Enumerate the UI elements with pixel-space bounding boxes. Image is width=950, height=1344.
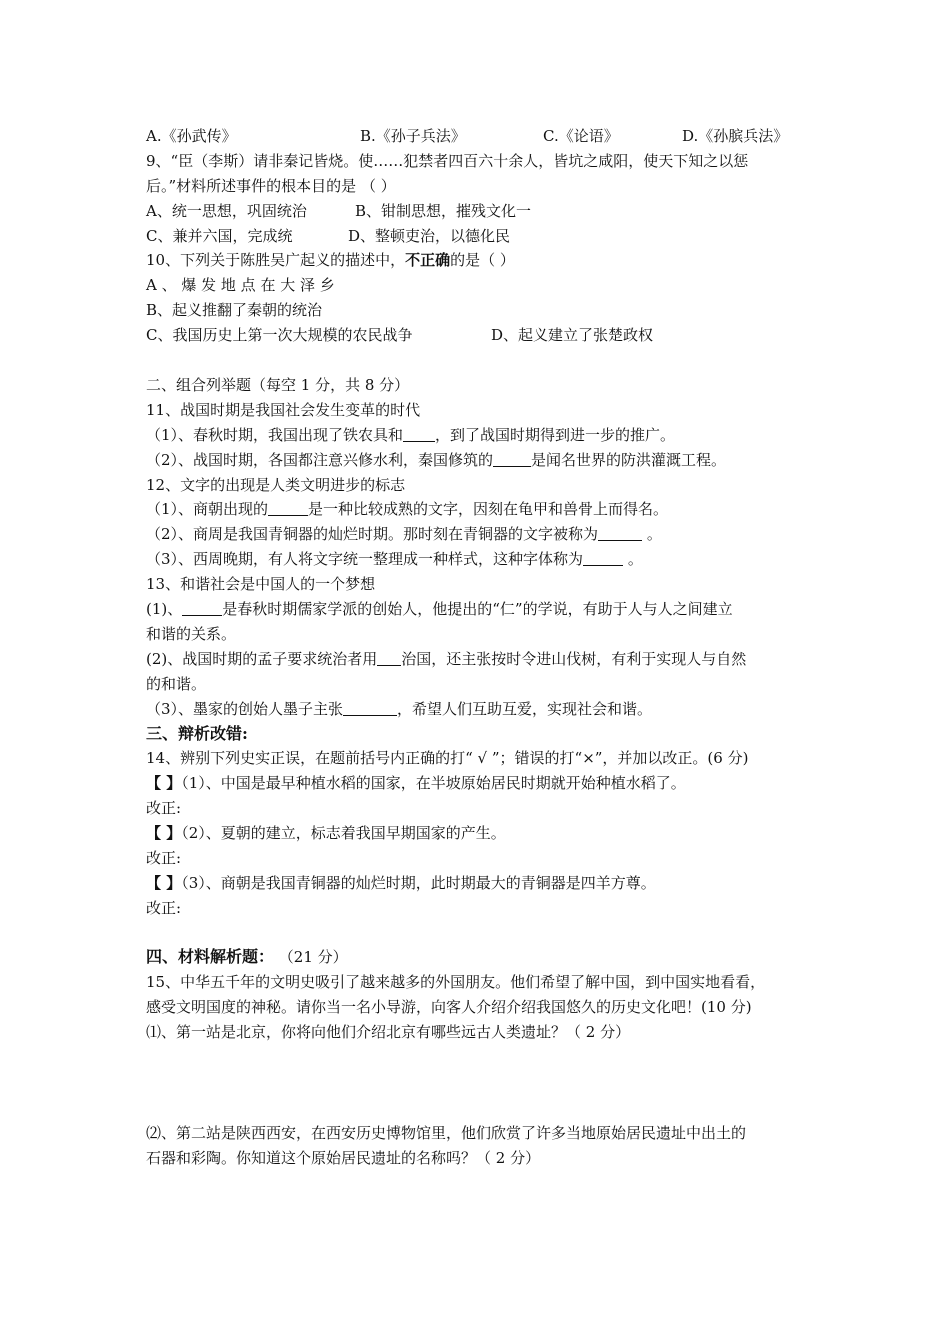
q10-option-a: A 、 爆 发 地 点 在 大 泽 乡 [146,276,335,294]
q13-item3-pre: （3）、墨家的创始人墨子主张 [146,700,344,718]
section4-header [146,945,816,969]
q14-item1 [146,771,816,795]
q11-item1-post: ，到了战国时期得到进一步的推广。 [435,426,676,444]
q12-stem: 12、文字的出现是人类文明进步的标志 [146,476,406,494]
q13-item1-pre: (1)、 [146,600,183,618]
q11-item1-blank[interactable] [403,425,435,442]
q10-stem [146,248,816,272]
section3-title: 三、辩析改错: [146,724,248,743]
section2-title: 二、组合列举题（每空 1 分，共 8 分） [146,376,410,394]
q13-item2-blank[interactable] [377,649,401,666]
q9-stem-line1: 9、“臣（李斯）请非秦记皆烧。使……犯禁者四百六十余人，皆坑之咸阳，使天下知之以惩 [146,152,749,170]
q12-item2-blank[interactable] [598,524,642,541]
q8-option-b: B.《孙子兵法》 [360,127,466,145]
q13-item3-blank[interactable] [343,699,397,716]
q9-option-a: A、统一思想，巩固统治 [146,202,307,220]
q12-item2-pre: （2）、商周是我国青铜器的灿烂时期。那时刻在青铜器的文字被称为 [146,525,599,543]
q11-item1-pre: （1）、春秋时期，我国出现了铁农具和 [146,426,404,444]
q8-option-c: C.《论语》 [543,127,619,145]
q11-stem: 11、战国时期是我国社会发生变革的时代 [146,401,421,419]
q15-stem-line2: 感受文明国度的神秘。请你当一名小导游，向客人介绍介绍我国悠久的历史文化吧！(10 分) [146,998,752,1016]
q14-stem: 14、辨别下列史实正误，在题前括号内正确的打“ √ ”；错误的打“×”，并加以改正。(6 分) [146,749,749,767]
q12-item1-post: 是一种比较成熟的文字，因刻在龟甲和兽骨上而得名。 [308,500,669,518]
q11-item2-post: 是闻名世界的防洪灌溉工程。 [531,451,727,469]
q14-item1-text: （1）、中国是最早种植水稻的国家，在半坡原始居民时期就开始种植水稻了。 [181,774,686,792]
q12-item1-pre: （1）、商朝出现的 [146,500,269,518]
q15-item2-line2: 石器和彩陶。你知道这个原始居民遗址的名称吗？（ 2 分） [146,1149,541,1167]
q12-item2 [146,522,816,546]
q8-option-a: A.《孙武传》 [146,127,237,145]
q10-stem-pre: 10、下列关于陈胜吴广起义的描述中， [146,251,406,269]
q13-item3-post: ，希望人们互助互爱，实现社会和谐。 [397,700,653,718]
q14-item3-text: （3）、商朝是我国青铜器的灿烂时期，此时期最大的青铜器是四羊方尊。 [181,874,656,892]
q11-item1 [146,423,816,447]
q13-item1-post: 是春秋时期儒家学派的创始人，他提出的“仁”的学说，有助于人与人之间建立 [222,600,733,618]
q14-item3-correction: 改正: [146,899,182,917]
q13-item2-line1 [146,647,816,671]
q13-item2-post: 治国，还主张按时令进山伐树，有利于实现人与自然 [401,650,747,668]
q14-item3-bracket[interactable]: 【 】 [146,874,182,892]
q9-option-d: D、整顿吏治，以德化民 [348,227,511,245]
q12-item3-blank[interactable] [583,549,623,566]
q11-item2-blank[interactable] [493,450,531,467]
section4-score: （21 分） [274,948,348,966]
q14-item2-bracket[interactable]: 【 】 [146,824,182,842]
section4-title: 四、材料解析题： [146,947,275,966]
q14-item1-bracket[interactable]: 【 】 [146,774,182,792]
q13-item1-line1 [146,597,816,621]
q10-stem-post: 的是（ ） [450,251,515,269]
q14-item3 [146,871,816,895]
q14-item1-correction: 改正: [146,799,182,817]
q13-item3 [146,697,816,721]
q12-item3-pre: （3）、西周晚期，有人将文字统一整理成一种样式，这种字体称为 [146,550,584,568]
q13-item1-line2: 和谐的关系。 [146,625,237,643]
q11-item2-pre: （2）、战国时期，各国都注意兴修水利，秦国修筑的 [146,451,494,469]
q15-stem-line1: 15、中华五千年的文明史吸引了越来越多的外国朋友。他们希望了解中国，到中国实地看看， [146,973,766,991]
q11-item2 [146,448,816,472]
q13-item2-line2: 的和谐。 [146,675,207,693]
q9-stem-line2: 后。”材料所述事件的根本目的是 （ ） [146,177,396,195]
q10-option-b: B、起义推翻了秦朝的统治 [146,301,323,319]
q10-stem-emphasis: 不正确 [405,251,451,269]
q14-item2-correction: 改正: [146,849,182,867]
q15-item1: ⑴、第一站是北京，你将向他们介绍北京有哪些远古人类遗址？（ 2 分） [146,1023,631,1041]
q12-item3-post: 。 [623,550,643,568]
q9-option-c: C、兼并六国，完成统 [146,227,293,245]
q9-option-b: B、钳制思想，摧残文化一 [355,202,532,220]
q12-item2-post: 。 [642,525,662,543]
q14-item2-text: （2）、夏朝的建立，标志着我国早期国家的产生。 [181,824,506,842]
q12-item3 [146,547,816,571]
q10-option-d: D、起义建立了张楚政权 [491,326,654,344]
q13-item1-blank[interactable] [182,599,222,616]
q15-item2-line1: ⑵、第二站是陕西西安，在西安历史博物馆里，他们欣赏了许多当地原始居民遗址中出土的 [146,1124,747,1142]
q12-item1 [146,497,816,521]
q10-option-c: C、我国历史上第一次大规模的农民战争 [146,326,413,344]
q14-item2 [146,821,816,845]
q13-item2-pre: (2)、战国时期的孟子要求统治者用 [146,650,378,668]
q8-option-d: D.《孙膑兵法》 [682,127,789,145]
q12-item1-blank[interactable] [268,499,308,516]
q13-stem: 13、和谐社会是中国人的一个梦想 [146,575,376,593]
